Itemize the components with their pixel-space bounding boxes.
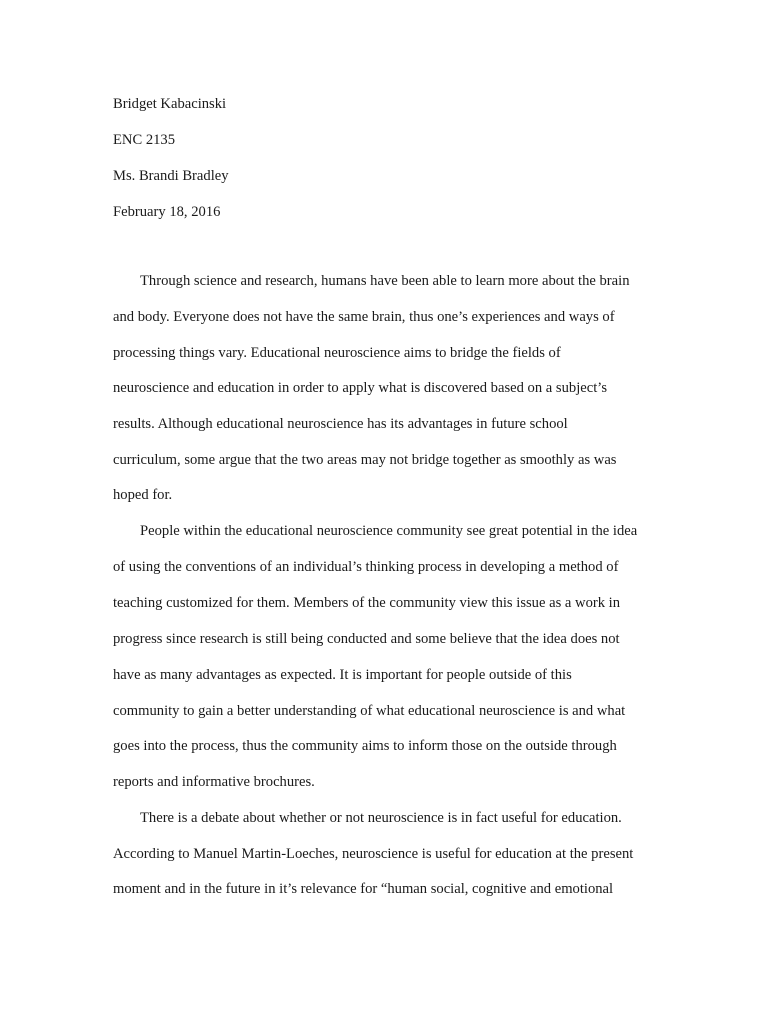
paragraph-1-line-3: processing things vary. Educational neuroscience aims to bridge the fields of [113,345,561,361]
submission-date: February 18, 2016 [113,204,221,220]
paragraph-1-line-2: and body. Everyone does not have the same brain, thus one’s experiences and ways of [113,309,615,325]
paragraph-2-line-2: of using the conventions of an individual’s thinking process in developing a method of [113,559,619,575]
course-code: ENC 2135 [113,132,176,148]
paragraph-1-line-1: Through science and research, humans have been able to learn more about the brain [140,273,630,289]
paragraph-3-line-2: According to Manuel Martin-Loeches, neuroscience is useful for education at the present [113,846,634,862]
paragraph-3-line-1: There is a debate about whether or not neuroscience is in fact useful for education. [140,810,622,826]
paragraph-3-line-3: moment and in the future in it’s relevance for “human social, cognitive and emotional [113,881,614,897]
author-name: Bridget Kabacinski [113,96,227,112]
mla-heading [113,95,229,239]
paragraph-1-line-4: neuroscience and education in order to apply what is discovered based on a subject’s [113,380,607,396]
paragraph-1-line-7: hoped for. [113,487,173,503]
paragraph-2-line-8: reports and informative brochures. [113,774,315,790]
paragraph-2-line-3: teaching customized for them. Members of the community view this issue as a work in [113,595,621,611]
paragraph-2-line-4: progress since research is still being conducted and some believe that the idea does not [113,631,620,647]
instructor-name: Ms. Brandi Bradley [113,168,229,184]
paragraph-2-line-7: goes into the process, thus the community aims to inform those on the outside through [113,738,617,754]
paragraph-2-line-6: community to gain a better understanding of what educational neuroscience is and what [113,703,626,719]
paragraph-2-line-1: People within the educational neuroscience community see great potential in the idea [140,523,638,539]
paragraph-1-line-5: results. Although educational neuroscience has its advantages in future school [113,416,568,432]
paragraph-2-line-5: have as many advantages as expected. It is important for people outside of this [113,667,572,683]
paragraph-1-line-6: curriculum, some argue that the two areas may not bridge together as smoothly as was [113,452,617,468]
